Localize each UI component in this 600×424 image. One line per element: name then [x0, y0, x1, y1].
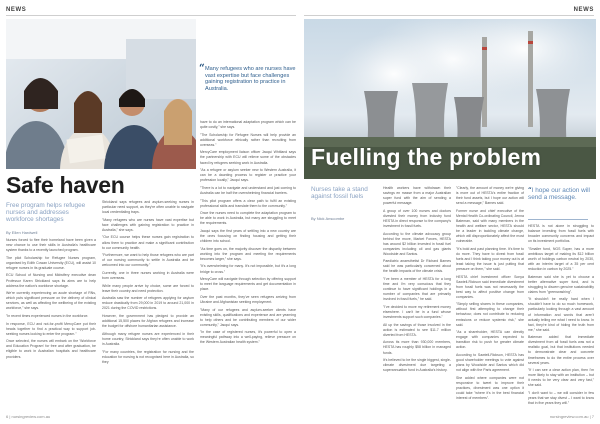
paragraph: "I don't want to – we will consider in few years that we stay divest – I want to know that in five years they will."	[528, 390, 594, 406]
article-column-3	[200, 120, 296, 410]
paragraph: "Furthermore, we want to help those refugees who are part of our nursing community to settle in Australia and be welcomed into our community."	[102, 253, 194, 268]
paragraph: "For many countries, the registration for nursing and the education for nursing is not recognised here in Australia, so they	[102, 349, 194, 364]
header-rule	[6, 15, 296, 16]
article-title: Fuelling the problem	[311, 144, 542, 170]
paragraph: "Clearly, the amount of money we're giving is more out of HESTA's entire fraction of their fund assets, but I hope our action will send a message," Barnes said.	[456, 186, 524, 206]
paragraph: ECU School of Nursing and Midwifery executive dean Professor Karen Strickland says its aims are to help address the nation's workforce shortage.	[6, 273, 96, 288]
quote-mark-icon: “	[199, 63, 205, 74]
standfirst: Nurses take a stand against fossil fuels	[311, 186, 368, 201]
paragraph: "Smaller fund, NGS Super, has a more ambitious target of making its $12 billion worth of holdings carbon neutral by 2030, with an interim target of a 35 per cent reduction in carbon by 2025."	[528, 246, 594, 271]
quote-divider	[528, 219, 588, 220]
paragraph: "I've been a member of HESTA for a long time and I'm very conscious that they continue to have significant holdings in a number of companies that are primarily involved in fossil fuels," he said.	[383, 277, 451, 302]
paragraph: All up the savings of those involved in the action is estimated to see $11.7 million diverted from HESTA.	[383, 322, 451, 337]
article-column-1	[383, 186, 451, 410]
paragraph: Across its more than 930,000 members, HESTA has roughly $58 billion in managed funds.	[383, 340, 451, 355]
article-column-2	[102, 200, 194, 410]
paragraph: "Many refugees who are nurses have vast expertise but face challenges with gaining registration to practice in Australia," she says.	[102, 217, 194, 232]
quote-mark-icon: “	[528, 186, 532, 194]
paragraph: Former nurse and chief executive of the Mental Health Co-ordinating Council, Jenna Bateman, said with many members in the health and welfare sector, HESTA should be a leader in tackling climate change, which will disproportionately affect the most vulnerable.	[456, 208, 524, 244]
paragraph: "There is a lot to navigate and understand and just coming to Australia can be half the overwhelming financial barriers.	[200, 185, 296, 195]
paragraph: MercyCare employment liaison officer Jacqui Whitland says the partnership with ECU will relieve some of the obstacles faced by refugees seeking work in Australia.	[200, 150, 296, 165]
paragraph: HESTA chief investment officer Sonya Sawtell-Rickson said immediate divestment from fossil fuels was not necessarily the best way to affect positive change from companies.	[456, 274, 524, 299]
article-column-1	[6, 238, 96, 410]
paragraph: "It's bold and past planning time. It's time to do more. They have to divest from fossil fuels and I think taking your money out is at least taking the issue is just putting that pressure on them," she said.	[456, 246, 524, 271]
paragraph: "In the case of registered nurses, it's powerful to open a meaningful pathway into a well-paying, relieve pressure on the Western Australian health system."	[200, 330, 296, 345]
paragraph: Paediatric anaesthetist Dr Richard Barnes said he was particularly concerned about the health impacts of the climate crisis.	[383, 259, 451, 274]
pull-quote	[528, 187, 594, 202]
paragraph: A group of over 100 nurses and doctors divested their money from industry fund HESTA in direct response to the company's investment in fossil fuels.	[383, 208, 451, 228]
paragraph: In response, ECU and not-for-profit MercyCare put their heads together to find a practical way to support job-seeking nurses looking to enter the program."	[6, 321, 96, 336]
right-page	[300, 0, 600, 424]
paragraph: "In recent times experienced nurses in the workforce.	[6, 313, 89, 318]
paragraph: Nurses forced to flee their homeland have been given a new chance to use their skills in Australia's healthcare system thanks to a recently launched program.	[6, 238, 96, 253]
page-footer: nursingreview.com.au | 7	[549, 414, 594, 419]
paragraph: "This pilot program offers a clear path to fulfil an existing professional skills and translate them to the community."	[200, 198, 296, 208]
paragraph: "As time goes on, the majority discover the disparity between working into the program and meeting the requirements becomes larger," she says.	[200, 246, 296, 261]
paragraph: Once selected, the nurses will embark on the 'Workforce and Education Program' for free and after graduation, be eligible to work in Australian hospitals and healthcare providers.	[6, 339, 96, 359]
paragraph: "As a refugee or asylum seeker new to Western Australia, it can be a daunting process to register or practice your profession locally," Jacqui says.	[200, 168, 296, 183]
pull-quote-text: Many refugees who are nurses have vast expertise but face challenges gaining registration to practice in Australia.	[205, 66, 296, 92]
standfirst: Free program helps refugee nurses and addresses workforce shortages	[6, 202, 86, 224]
paragraph: "Our ECU course helps these nurses gain registration to allow them to practice and make a significant contribution to our community health.	[102, 235, 194, 250]
byline: By Ellen Hardwell	[6, 230, 38, 235]
paragraph: Jacqui says the first years of settling into a new country are the ones focusing on finding housing and getting their children into school.	[200, 229, 296, 244]
paragraph: Health workers have withdrawn their savings en masse from a major Australian super fund with the aim of sending a powerful message.	[383, 186, 451, 206]
pull-quote-text: I hope our action will send a message.	[528, 187, 590, 202]
article-column-3	[528, 224, 594, 410]
paragraph: She added where companies were not responsive to tweet to improve their practices, divestment was one option it could take "where it's in the best financial interest of members".	[456, 375, 524, 400]
paragraph: "It's overwhelming for many. It's not impossible, but it's a long bridge to cross."	[200, 264, 296, 274]
pull-quote	[199, 63, 298, 114]
paragraph: "It shouldn't be really hard when I shouldn't have to do so much homework, particularly looking through a vast amount of information and words that aren't actually telling me what I need to know. In fact, they're kind of hiding the truth from me," she said.	[528, 297, 594, 332]
paragraph: "As a shareholder, HESTA can directly engage with companies expected to transition risk to push for greater climate action.	[456, 330, 524, 350]
header-rule	[304, 15, 594, 16]
students-photo	[6, 19, 196, 169]
paragraph: Bateman said she is yet to choose a better alternative super fund, and is struggling to discern genuine sustainability claims from "greenwashing".	[528, 274, 594, 294]
paragraph: "I've decided to move my retirement money elsewhere. I can't be in a fund whose investments support such companies."	[383, 304, 451, 320]
paragraph: "Many of our refugees and asylum-seeker clients have existing skills, qualifications and experience and are yearning to help others and be contributing members of our wider community," Jacqui says.	[200, 307, 296, 327]
paragraph: It's believed to be the single biggest, single-climate divestment due targeting a superannuation fund in Australia's history.	[383, 358, 451, 373]
paragraph: We're currently experiencing an acute shortage of RNs, which puts significant pressure on the delivery of clinical services, as well as affecting the wellbeing of the existing workforce," she says.	[6, 291, 96, 311]
section-label: NEWS	[573, 7, 594, 13]
article-title: Safe haven	[6, 172, 125, 198]
paragraph: According to Sawtell-Rickson, HESTA has good shareholder meetings to vote against plans by Woodside and Santos which did not align with the Paris agreement.	[456, 352, 524, 373]
paragraph: Currently, one in three nurses working in Australia were born overseas.	[102, 270, 194, 280]
paragraph: The pilot Scholarship for Refugee Nurses program, organised by Edith Cowan University (ECU), will assist 10 refugee nurses in its graduate course.	[6, 255, 96, 270]
article-column-2	[456, 186, 524, 410]
paragraph: Strickland says refugees and asylum-seeking nurses in particular need support, as they're often unable to navigate local credentialing traps.	[102, 200, 194, 215]
paragraph: HESTA is not alone in struggling to balance investing from fossil fuels with broader community concerns and impact on its investment portfolios.	[528, 224, 594, 244]
paragraph: have to do an international adaptation program which can be quite costly," she says.	[200, 120, 296, 130]
paragraph: MercyCare will navigate through selection by offering support to meet the language requirements and get documentation in place.	[200, 277, 296, 292]
paragraph: While many people arrive by choice, some are forced to leave their country and need protection.	[102, 283, 194, 293]
paragraph: According to the climate advocacy group behind the move, Market Forces, HESTA has around $2 billion invested in fossil fuel companies including oil and gas giants Woodside and Santos.	[383, 231, 451, 256]
section-label: NEWS	[6, 7, 27, 13]
paragraph: Over the past months, they've seen refugees arriving from Ukraine and Afghanistan seeking employment.	[200, 294, 296, 304]
paragraph: Bateman added that immediate divestment from all fossil fuels was not a realistic goal, but that institutions needed to demonstrate clear and concrete timeframes to do the entire process over several years.	[528, 335, 594, 365]
page-footer: 6 | nursingreview.com.au	[6, 414, 51, 419]
paragraph: Australia saw the number of refugees applying for asylum reduce drastically from 29,000 in 2019 to around 21,000 in 2021 during the COVID restrictions.	[102, 296, 194, 311]
byline: By Nick Anscombe	[311, 216, 345, 221]
paragraph: Although many refugee nurses are experienced in their home country, Strickland says they're often unable to work in Australia.	[102, 331, 194, 346]
paragraph: However, the government has pledged to provide an additional 15,500 places for Afghan refugees and increase the budget for offshore humanitarian assistance.	[102, 314, 194, 329]
paragraph: Once the nurses need to complete the adaptation program to be able to work in Australia, but many are struggling to meet the requirements.	[200, 211, 296, 226]
paragraph: "If I can see a clear action plan, then I'm more likely to stay with an institution – but it needs to be very clear and very fast," she said.	[528, 368, 594, 388]
paragraph: "The Scholarship for Refugee Nurses will help provide an additional workforce ethically rather than recruiting from overseas."	[200, 132, 296, 147]
paragraph: "Simply selling shares in these companies, without first attempting to change their behaviour, does not contribute to reducing emissions or reduce systemic risk," she said.	[456, 302, 524, 327]
